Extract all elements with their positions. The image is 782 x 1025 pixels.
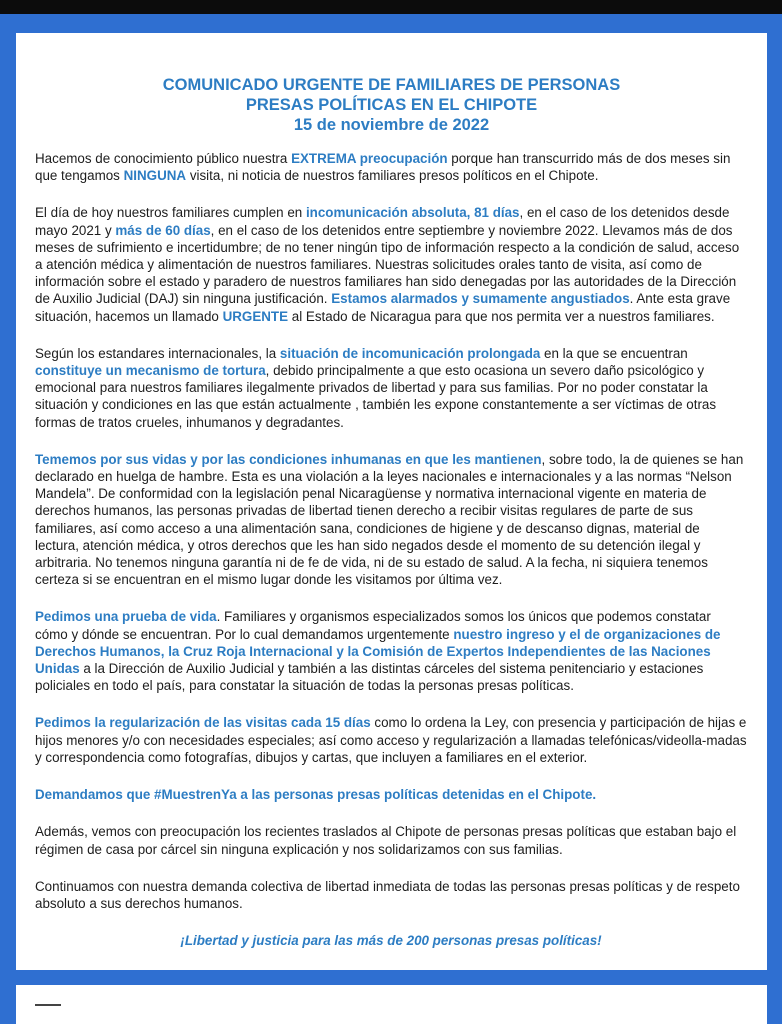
title-line-2: PRESAS POLÍTICAS EN EL CHIPOTE [245, 96, 538, 114]
body-text: . Ante esta grave situación, hacemos un llamado [35, 291, 731, 324]
body-text: porque han transcurrido más de dos meses sin que tengamos [35, 151, 731, 184]
body-text: , en el caso de los detenidos entre septiembre y noviembre 2022. Llevamos más de dos meses de sufrimiento e incertidumbre; de no tener ningún tipo de información respecto a la condición de salud, acceso a atención médica y alimentación de nuestros familiares. Nuestras solicitudes orales tanto de visita, así como de información sobre el estado y paradero de nuestros familiares han sido denegadas por las autoridades de la Dirección de Auxilio Judicial (DAJ) sin ninguna justificación. [35, 222, 740, 307]
highlighted-text: Pedimos una prueba de vida [35, 609, 217, 625]
body-text: en la que se encuentran [540, 345, 688, 361]
title-line-1: COMUNICADO URGENTE DE FAMILIARES DE PERSONAS [162, 76, 621, 94]
body-text: como lo ordena la Ley, con presencia y participación de hijas e hijos menores y/o con necesidades especiales; así como acceso y regularización a llamadas telefónicas/videolla-madas y correspondencia como fotografías, dibujos y cartas, que incluyen a familiares en el exterior. [35, 715, 747, 765]
body-text: Además, vemos con preocupación los recientes traslados al Chipote de personas presas políticas que estaban bajo el régimen de casa por cárcel sin ninguna explicación y nos solidarizamos con sus familias. [35, 824, 737, 857]
highlighted-text: incomunicación absoluta, 81 días [305, 205, 520, 221]
paragraph-6 [35, 714, 747, 766]
highlighted-text: nuestro ingreso y el de organizaciones de Derechos Humanos, la Cruz Roja Internacional y la Comisión de Expertos Independientes de las Naciones Unidas [35, 626, 721, 677]
page-mark [35, 1004, 61, 1006]
body-text: Según los estandares internacionales, la [35, 345, 280, 361]
highlighted-text: constituye un mecanismo de tortura [35, 363, 266, 379]
body-text: Hacemos de conocimiento público nuestra [35, 151, 292, 166]
highlighted-text: Demandamos que #MuestrenYa a las personas presas políticas detenidas en el Chipote. [35, 787, 597, 803]
document-body [35, 150, 747, 949]
paragraph-4 [35, 451, 747, 589]
paragraph-9 [35, 878, 747, 912]
body-text: El día de hoy nuestros familiares cumplen en [35, 205, 306, 221]
highlighted-text: situación de incomunicación prolongada [279, 345, 541, 361]
next-page-edge [16, 985, 767, 1025]
document-title [16, 75, 767, 135]
body-text: a la Dirección de Auxilio Judicial y también a las distintas cárceles del sistema penitenciario y estaciones policiales en todo el país, para constatar la situación de todas la personas presas políticas. [35, 661, 704, 694]
body-text: al Estado de Nicaragua para que nos permita ver a nuestros familiares. [288, 308, 715, 324]
body-text: , en el caso de los detenidos desde mayo 2021 y [35, 205, 730, 238]
body-text: , debido principalmente a que esto ocasiona un severo daño psicológico y emocional para nuestros familiares ilegalmente privados de libertad y para sus familias. Por no poder constatar la situación y condiciones en las que están actualmente , también les expone constantemente a ser víctimas de otras formas de tratos crueles, inhumanos y degradantes. [35, 363, 717, 430]
closing-slogan: ¡Libertad y justicia para las más de 200 personas presas políticas! [180, 933, 602, 949]
paragraph-1 [35, 150, 747, 184]
highlighted-text: URGENTE [222, 308, 289, 324]
highlighted-text: EXTREMA preocupación [291, 151, 448, 166]
highlighted-text: NINGUNA [123, 168, 187, 184]
highlighted-text: más de 60 días [115, 222, 211, 238]
body-text: . Familiares y organismos especializados somos los únicos que podemos constatar cómo y dónde se encuentran. Por lo cual demandamos urgentemente [35, 609, 711, 642]
top-black-bar [0, 0, 782, 14]
body-text: , sobre todo, la de quienes se han declarado en huelga de hambre. Esta es una violación a la leyes nacionales e internacionales y a las normas “Nelson Mandela”. De conformidad con la legislación penal Nicaragüense y normativa internacional vigente en materia de derechos humanos, las personas privadas de libertad tienen derecho a recibir visitas regulares de parte de sus familiares, así como acceso a una alimentación sana, condiciones de higiene y de descanso dignas, material de lectura, atención médica, y otros derechos que les han sido negados desde el momento de su detención ilegal y arbitraria. No tenemos ninguna garantía ni de fe de vida, ni de su estado de salud. A la fecha, ni siquiera tenemos certeza si se encuentran en el mismo lugar donde les visitamos por última vez. [35, 451, 744, 588]
highlighted-text: Pedimos la regularización de las visitas cada 15 días [35, 715, 371, 731]
body-text: Continuamos con nuestra demanda colectiva de libertad inmediata de todas las personas presas políticas y de respeto absoluto a sus derechos humanos. [35, 878, 740, 911]
title-date: 15 de noviembre de 2022 [293, 116, 490, 134]
highlighted-text: Tememos por sus vidas y por las condiciones inhumanas en que les mantienen [35, 451, 542, 467]
paragraph-3 [35, 345, 747, 431]
highlighted-text: Estamos alarmados y sumamente angustiados [331, 291, 630, 307]
paragraph-2 [35, 204, 747, 324]
body-text: visita, ni noticia de nuestros familiares presos políticos en el Chipote. [186, 168, 599, 184]
paragraph-8 [35, 823, 747, 857]
paragraph-5 [35, 608, 747, 694]
paragraph-7 [35, 786, 747, 803]
document-page [16, 33, 767, 970]
